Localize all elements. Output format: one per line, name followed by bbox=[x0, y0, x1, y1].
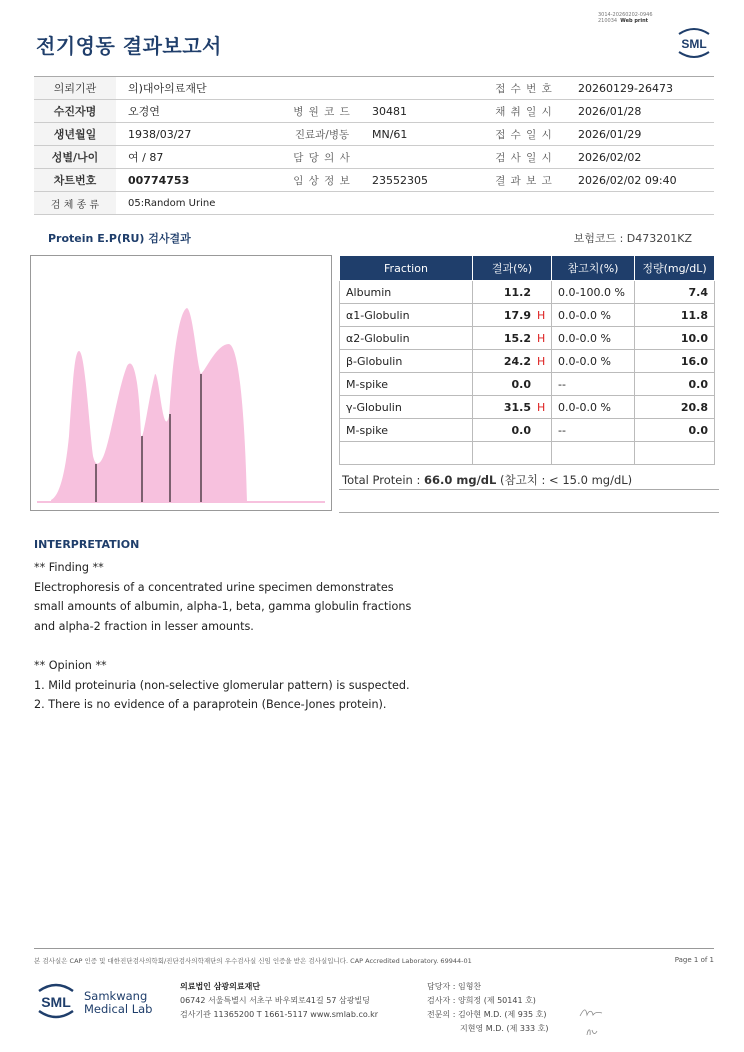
fraction-name bbox=[340, 442, 473, 465]
fraction-name: β-Globulin bbox=[340, 350, 473, 373]
label-test-date: 검 사 일 시 bbox=[482, 146, 566, 169]
fraction-name: M-spike bbox=[340, 373, 473, 396]
total-reference: (참고치 : < 15.0 mg/dL) bbox=[496, 473, 633, 487]
value-receipt-date: 2026/01/29 bbox=[566, 123, 714, 146]
fraction-name: γ-Globulin bbox=[340, 396, 473, 419]
value-report-date: 2026/02/02 09:40 bbox=[566, 169, 714, 192]
result-value: 0.0 bbox=[511, 423, 531, 437]
print-code bbox=[598, 12, 668, 24]
value-receipt-no: 20260129-26473 bbox=[566, 77, 714, 100]
fraction-name: Albumin bbox=[340, 281, 473, 304]
value-test-date: 2026/02/02 bbox=[566, 146, 714, 169]
page-number: Page 1 of 1 bbox=[674, 956, 714, 964]
reference-range bbox=[552, 442, 635, 465]
value-birth-date: 1938/03/27 bbox=[116, 123, 284, 146]
print-code-line1: 3014-20260202-0946 bbox=[598, 12, 653, 18]
staff-tester: 검사자 : 양희정 (제 50141 호) bbox=[427, 996, 536, 1005]
staff-manager: 담당자 : 임형찬 bbox=[427, 982, 482, 991]
high-flag: H bbox=[537, 308, 546, 322]
result-percent bbox=[473, 373, 552, 396]
org-contact: 검사기관 11365200 T 1661-5117 www.smlab.co.kr bbox=[180, 1010, 379, 1019]
result-percent bbox=[473, 419, 552, 442]
staff-specialist2: 지현영 M.D. (제 333 호) bbox=[427, 1024, 549, 1033]
total-protein bbox=[342, 472, 632, 488]
info-row bbox=[34, 169, 714, 192]
label-sex-age: 성별/나이 bbox=[34, 146, 116, 169]
reference-range: 0.0-0.0 % bbox=[552, 327, 635, 350]
accreditation-note: 본 검사실은 CAP 인증 및 대한진단검사의학회/진단검사의학재단의 우수검사실 신임 인증을 받은 검사실입니다. CAP Accredited Laboratory. 69944-01 bbox=[34, 957, 472, 965]
org-name-line1: Samkwang bbox=[84, 989, 148, 1003]
web-print-label: Web print bbox=[620, 18, 649, 24]
result-percent bbox=[473, 327, 552, 350]
electrophoresis-graph bbox=[30, 255, 332, 511]
result-percent bbox=[473, 442, 552, 465]
curve-fill bbox=[51, 308, 247, 502]
high-flag: H bbox=[537, 400, 546, 414]
result-value: 15.2 bbox=[503, 331, 531, 345]
quantity-value: 11.8 bbox=[635, 304, 715, 327]
label-receipt-no: 접 수 번 호 bbox=[482, 77, 566, 100]
info-row bbox=[34, 100, 714, 123]
label-birth-date: 생년월일 bbox=[34, 123, 116, 146]
result-percent bbox=[473, 281, 552, 304]
header-quantity: 정량(mg/dL) bbox=[635, 256, 715, 281]
densitometry-curve bbox=[31, 256, 331, 510]
fraction-name: α2-Globulin bbox=[340, 327, 473, 350]
result-value: 11.2 bbox=[503, 285, 531, 299]
result-row bbox=[340, 373, 715, 396]
svg-text:SML: SML bbox=[681, 37, 707, 51]
interpretation-heading: INTERPRETATION bbox=[34, 538, 140, 551]
label-report-date: 결 과 보 고 bbox=[482, 169, 566, 192]
print-code-line2: 210034 bbox=[598, 18, 618, 24]
staff-specialist1: 전문의 : 김아현 M.D. (제 935 호) bbox=[427, 1010, 547, 1019]
reference-range: -- bbox=[552, 373, 635, 396]
value-doctor bbox=[360, 146, 482, 169]
result-percent bbox=[473, 350, 552, 373]
result-row bbox=[340, 419, 715, 442]
footer-divider bbox=[34, 948, 714, 949]
label-clinical-info: 임 상 정 보 bbox=[284, 169, 360, 192]
fraction-name: α1-Globulin bbox=[340, 304, 473, 327]
label-department: 진료과/병동 bbox=[284, 123, 360, 146]
value-sex-age: 여 / 87 bbox=[116, 146, 284, 169]
result-value: 17.9 bbox=[503, 308, 531, 322]
quantity-value: 16.0 bbox=[635, 350, 715, 373]
section-title: Protein E.P(RU) 검사결과 bbox=[48, 232, 191, 245]
result-row bbox=[340, 304, 715, 327]
header-fraction: Fraction bbox=[340, 256, 473, 281]
quantity-value: 20.8 bbox=[635, 396, 715, 419]
signature-mark bbox=[578, 1006, 604, 1020]
org-legal-name: 의료법인 삼광의료재단 bbox=[180, 982, 261, 991]
result-row bbox=[340, 350, 715, 373]
total-value: 66.0 bbox=[424, 473, 453, 487]
label-doctor: 담 당 의 사 bbox=[284, 146, 360, 169]
result-row bbox=[340, 281, 715, 304]
label-specimen: 검 체 종 류 bbox=[34, 192, 116, 215]
reference-range: 0.0-0.0 % bbox=[552, 350, 635, 373]
quantity-value: 0.0 bbox=[635, 419, 715, 442]
info-row bbox=[34, 123, 714, 146]
value-collect-date: 2026/01/28 bbox=[566, 100, 714, 123]
quantity-value: 7.4 bbox=[635, 281, 715, 304]
quantity-value bbox=[635, 442, 715, 465]
value-requester: 의)대아의료재단 bbox=[116, 77, 482, 100]
result-row bbox=[340, 327, 715, 350]
label-hospital-code: 병 원 코 드 bbox=[284, 100, 360, 123]
info-row bbox=[34, 146, 714, 169]
label-receipt-date: 접 수 일 시 bbox=[482, 123, 566, 146]
value-clinical-info: 23552305 bbox=[360, 169, 482, 192]
label-requester: 의뢰기관 bbox=[34, 77, 116, 100]
staff-list bbox=[427, 980, 549, 1036]
total-unit: mg/dL bbox=[452, 473, 497, 487]
reference-range: 0.0-0.0 % bbox=[552, 396, 635, 419]
high-flag: H bbox=[537, 354, 546, 368]
total-label: Total Protein : bbox=[342, 473, 425, 487]
footer-sml-logo bbox=[36, 982, 76, 1020]
value-hospital-code: 30481 bbox=[360, 100, 482, 123]
org-address bbox=[180, 980, 378, 1022]
reference-range: 0.0-0.0 % bbox=[552, 304, 635, 327]
header-result: 결과(%) bbox=[473, 256, 552, 281]
info-row bbox=[34, 192, 714, 215]
insurance-code: 보험코드 : D473201KZ bbox=[573, 232, 692, 245]
value-chart-no: 00774753 bbox=[116, 169, 284, 192]
value-department: MN/61 bbox=[360, 123, 482, 146]
fraction-name: M-spike bbox=[340, 419, 473, 442]
high-flag: H bbox=[537, 331, 546, 345]
result-percent bbox=[473, 396, 552, 419]
quantity-value: 10.0 bbox=[635, 327, 715, 350]
label-patient-name: 수진자명 bbox=[34, 100, 116, 123]
label-chart-no: 차트번호 bbox=[34, 169, 116, 192]
divider bbox=[339, 512, 719, 513]
results-table bbox=[339, 255, 715, 465]
result-row bbox=[340, 396, 715, 419]
divider bbox=[339, 489, 719, 490]
result-value: 24.2 bbox=[503, 354, 531, 368]
quantity-value: 0.0 bbox=[635, 373, 715, 396]
label-collect-date: 채 취 일 시 bbox=[482, 100, 566, 123]
reference-range: 0.0-100.0 % bbox=[552, 281, 635, 304]
signature-mark bbox=[584, 1025, 600, 1039]
patient-info-table bbox=[34, 76, 714, 215]
info-row bbox=[34, 77, 714, 100]
org-name bbox=[84, 990, 152, 1016]
result-value: 0.0 bbox=[511, 377, 531, 391]
svg-text:SML: SML bbox=[41, 994, 71, 1010]
reference-range: -- bbox=[552, 419, 635, 442]
interpretation-text: ** Finding ** Electrophoresis of a concentrated urine specimen demonstrates small amounts of albumin, alpha-1, beta, gamma globulin fractions and alpha-2 fraction in lesser amounts. ** Opinion ** 1. Mild proteinuria (non-selective glomerular pattern) is suspected. 2. There is no evidence of a paraprotein (Bence-Jones protein). bbox=[34, 561, 412, 712]
result-row bbox=[340, 442, 715, 465]
org-street: 06742 서울특별시 서초구 바우뫼로41길 57 삼광빌딩 bbox=[180, 996, 370, 1005]
result-percent bbox=[473, 304, 552, 327]
sml-logo bbox=[676, 26, 712, 60]
report-title: 전기영동 결과보고서 bbox=[36, 34, 222, 58]
result-value: 31.5 bbox=[503, 400, 531, 414]
header-reference: 참고치(%) bbox=[552, 256, 635, 281]
value-specimen: 05:Random Urine bbox=[116, 192, 714, 215]
org-name-line2: Medical Lab bbox=[84, 1002, 153, 1016]
value-patient-name: 오경연 bbox=[116, 100, 284, 123]
